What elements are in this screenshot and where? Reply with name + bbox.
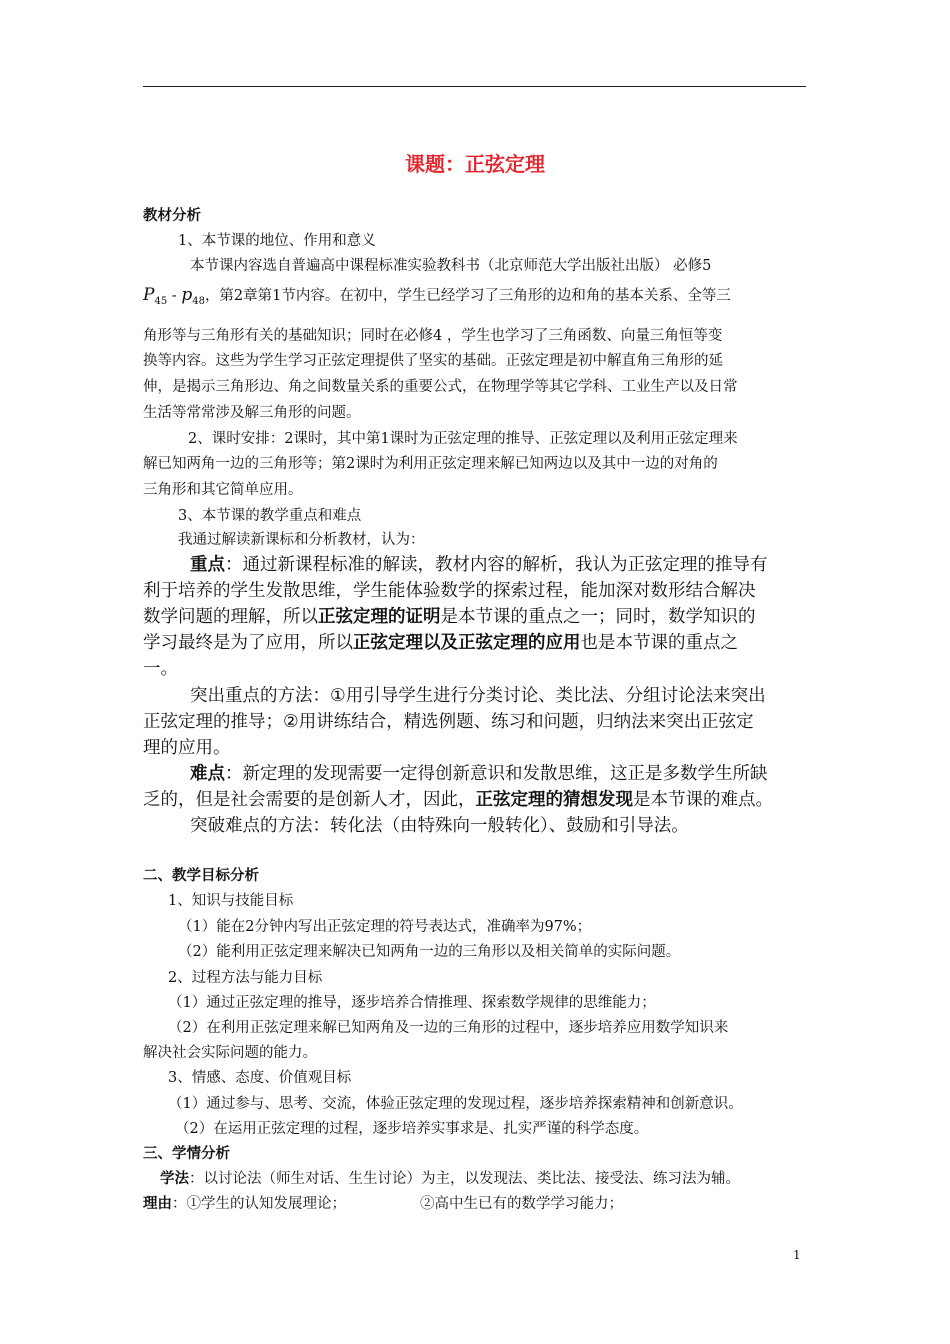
list-item: （1）能在2分钟内写出正弦定理的符号表达式，准确率为97%；: [178, 919, 592, 935]
method-line: 突出重点的方法：①用引导学生进行分类讨论、类比法、分组讨论法来突出: [190, 686, 766, 706]
page-title: 课题：正弦定理: [405, 152, 545, 176]
key-point-line: [190, 553, 768, 577]
key-point-line: 利于培养的学生发散思维，学生能体验数学的探索过程，能加深对数形结合解决: [143, 581, 756, 601]
key-point-text: 也是本节课的重点之: [580, 633, 738, 653]
reason-text: ：①学生的认知发展理论；: [172, 1196, 346, 1212]
key-point-text: 学习最终是为了应用，所以: [143, 633, 353, 653]
key-point-emphasis: 正弦定理以及正弦定理的应用: [353, 633, 581, 653]
difficulty-text: 乏的，但是社会需要的是创新人才，因此，: [143, 790, 476, 810]
paragraph-line: 我通过解读新课标和分析教材，认为：: [178, 532, 425, 548]
section-heading: 三、学情分析: [143, 1146, 230, 1162]
subsection-heading: 1、本节课的地位、作用和意义: [178, 233, 376, 249]
subsection-heading: 3、情感、态度、价值观目标: [168, 1070, 352, 1086]
key-point-line: 一。: [143, 659, 178, 679]
paragraph-line: [143, 1194, 623, 1214]
subsection-heading: 1、知识与技能目标: [168, 893, 294, 909]
subsection-heading: 3、本节课的教学重点和难点: [178, 508, 362, 524]
list-item: 解决社会实际问题的能力。: [143, 1045, 317, 1061]
page-range-start: P: [143, 285, 155, 305]
paragraph-line: 解已知两角一边的三角形等；第2课时为利用正弦定理来解已知两边以及其中一边的对角的: [143, 456, 718, 472]
list-item: （2）在利用正弦定理来解已知两角及一边的三角形的过程中，逐步培养应用数学知识来: [168, 1020, 729, 1036]
paragraph-line: 本节课内容选自普遍高中课程标准实验教科书（北京师范大学出版社出版） 必修5: [190, 258, 712, 274]
key-point-text: ：通过新课程标准的解读，教材内容的解析，我认为正弦定理的推导有: [225, 555, 768, 575]
paragraph-line: 生活等常常涉及解三角形的问题。: [143, 405, 361, 421]
section-heading: 教材分析: [143, 208, 201, 224]
subsection-heading: 2、过程方法与能力目标: [168, 970, 323, 986]
key-point-text: 数学问题的理解，所以: [143, 607, 318, 627]
reason-label: 理由: [143, 1196, 172, 1212]
list-item: （1）通过正弦定理的推导，逐步培养合情推理、探索数学规律的思维能力；: [168, 995, 656, 1011]
study-method-text: ：以讨论法（师生对话、生生讨论）为主，以发现法、类比法、接受法、练习法为辅。: [189, 1171, 740, 1187]
key-point-line: [143, 631, 738, 655]
paragraph-line: [143, 285, 731, 312]
method-line: 正弦定理的推导；②用讲练结合，精选例题、练习和问题，归纳法来突出正弦定: [143, 712, 754, 732]
page-range-dash: -: [171, 288, 177, 304]
difficulty-line: [190, 762, 768, 786]
key-point-line: [143, 605, 756, 629]
difficulty-emphasis: 正弦定理的猜想发现: [475, 790, 633, 810]
key-point-text: 是本节课的重点之一；同时，数学知识的: [440, 607, 756, 627]
key-point-label: 重点: [190, 555, 225, 575]
paragraph-line: [160, 1169, 740, 1189]
difficulty-text: 是本节课的难点。: [633, 790, 773, 810]
header-rule: [143, 86, 806, 87]
paragraph-line: 换等内容。这些为学生学习正弦定理提供了坚实的基础。正弦定理是初中解直角三角形的延: [143, 353, 723, 369]
section-heading: 二、教学目标分析: [143, 868, 259, 884]
page-number: 1: [793, 1248, 801, 1262]
reason-text: ②高中生已有的数学学习能力；: [420, 1196, 623, 1212]
page-range-start-sub: 45: [154, 296, 168, 307]
study-method-label: 学法: [160, 1171, 189, 1187]
list-item: （1）通过参与、思考、交流，体验正弦定理的发现过程，逐步培养探索精神和创新意识。: [168, 1096, 743, 1112]
paragraph-line: 伸，是揭示三角形边、角之间数量关系的重要公式，在物理学等其它学科、工业生产以及日常: [143, 379, 738, 395]
page-range-end: p: [181, 285, 193, 305]
difficulty-text: ：新定理的发现需要一定得创新意识和发散思维，这正是多数学生所缺: [225, 764, 768, 784]
method-line: 理的应用。: [143, 738, 231, 758]
key-point-emphasis: 正弦定理的证明: [318, 607, 441, 627]
paragraph-line: 三角形和其它简单应用。: [143, 482, 303, 498]
paragraph-line: 2、课时安排：2课时，其中第1课时为正弦定理的推导、正弦定理以及利用正弦定理来: [188, 431, 738, 447]
difficulty-line: [143, 788, 773, 812]
list-item: （2）在运用正弦定理的过程，逐步培养实事求是、扎实严谨的科学态度。: [175, 1121, 649, 1137]
paragraph-text: ，第2章第1节内容。在初中，学生已经学习了三角形的边和角的基本关系、全等三: [204, 288, 731, 304]
paragraph-line: 角形等与三角形有关的基础知识；同时在必修4 ，学生也学习了三角函数、向量三角恒等变: [143, 328, 723, 344]
list-item: （2）能利用正弦定理来解决已知两角一边的三角形以及相关简单的实际问题。: [178, 944, 681, 960]
page-range-end-sub: 48: [192, 296, 205, 307]
difficulty-label: 难点: [190, 764, 225, 784]
method-line: 突破难点的方法：转化法（由特殊向一般转化）、鼓励和引导法。: [190, 816, 689, 836]
